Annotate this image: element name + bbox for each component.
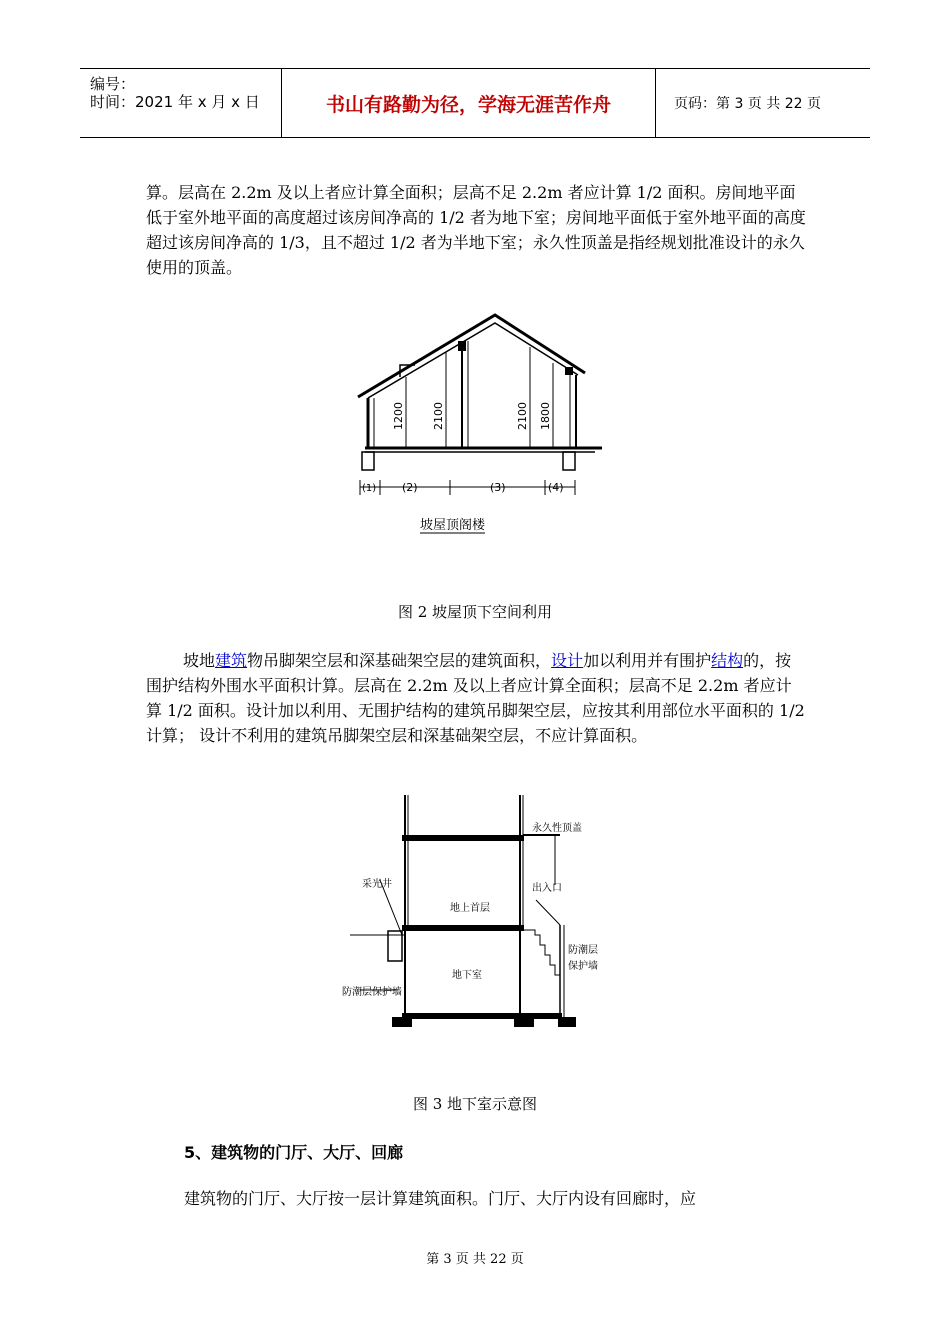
label-permanent-roof: 永久性顶盖	[532, 823, 582, 834]
link-design[interactable]: 设计	[551, 651, 584, 670]
dim-label: 2100	[516, 402, 529, 430]
page-header	[80, 68, 870, 138]
label-damp-wall-right-1: 防潮层	[568, 945, 598, 956]
label-entrance: 出入口	[532, 883, 562, 894]
page-info-text: 页码：第 3 页 共 22 页	[674, 96, 821, 112]
paragraph-basement-definition: 算。层高在 2.2m 及以上者应计算全面积；层高不足 2.2m 者应计算 1/2 面积。房间地平面低于室外地平面的高度超过该房间净高的 1/2 者为地下室；房间地平面低于室外地平面的高度超过该房间净高的 1/3，且不超过 1/2 者为半地下室；永久性顶盖是指经规划批准设计的永久使用的顶盖。	[146, 183, 806, 277]
para2-text: 坡地	[183, 651, 216, 670]
figure-sloped-roof-attic	[340, 305, 620, 555]
zone-label: (1)	[362, 483, 377, 494]
figure-label: 坡屋顶阁楼	[420, 518, 486, 533]
dim-label: 1800	[539, 402, 552, 430]
paragraph-lobby: 建筑物的门厅、大厅按一层计算建筑面积。门厅、大厅内设有回廊时，应	[184, 1189, 697, 1208]
figure2-caption: 图 2 坡屋顶下空间利用	[397, 603, 553, 621]
para2-text: 的，按围护结构外围水平面积计算。层高在 2.2m 及以上者应计算全面积；层高不足 2.2m 者应计算 1/2 面积。设计加以利用、无围护结构的建筑吊脚架空层，应按其利用部位水平面积的 1/2 计算； 设计不利用的建筑吊脚架空层和深基础架空层，不应计算面积。	[146, 651, 805, 745]
zone-label: (3)	[490, 481, 506, 494]
label-damp-wall-right-2: 保护墙	[568, 961, 598, 972]
para2-text: 物吊脚架空层和深基础架空层的建筑面积，	[247, 651, 552, 670]
figure-basement-diagram	[340, 795, 610, 1040]
zone-label: (2)	[402, 481, 418, 494]
serial-label: 编号：	[90, 75, 136, 93]
roof-post-marker	[458, 341, 466, 351]
label-lightwell: 采光井	[362, 879, 392, 890]
stair-footing	[558, 1017, 576, 1027]
zone-label: (4)	[548, 481, 564, 494]
figure3-caption: 图 3 地下室示意图	[412, 1095, 538, 1113]
section-heading: 5、建筑物的门厅、大厅、回廊	[184, 1143, 404, 1162]
left-footing	[392, 1017, 412, 1027]
label-ground-floor: 地上首层	[450, 903, 490, 914]
roof-slab	[402, 835, 524, 841]
header-motto: 书山有路勤为径，学海无涯苦作舟	[282, 69, 656, 137]
dim-label: 2100	[432, 402, 445, 430]
page-footer: 第 3 页 共 22 页	[426, 1252, 524, 1267]
label-basement: 地下室	[452, 970, 482, 981]
basement-floor-slab	[402, 1013, 562, 1019]
time-label: 时间：2021 年 x 月 x 日	[90, 93, 260, 111]
header-page-info	[664, 69, 870, 137]
paragraph-stilted-floor	[146, 648, 806, 748]
roof-post-marker	[565, 367, 573, 375]
ground-floor-slab	[402, 925, 524, 931]
header-meta	[80, 69, 282, 137]
right-footing	[514, 1017, 534, 1027]
para2-text: 加以利用并有围护	[583, 651, 712, 670]
dim-label: 1200	[392, 402, 405, 430]
label-damp-wall-left: 防潮层保护墙	[342, 987, 402, 998]
link-building[interactable]: 建筑	[215, 651, 248, 670]
link-structure[interactable]: 结构	[711, 651, 744, 670]
